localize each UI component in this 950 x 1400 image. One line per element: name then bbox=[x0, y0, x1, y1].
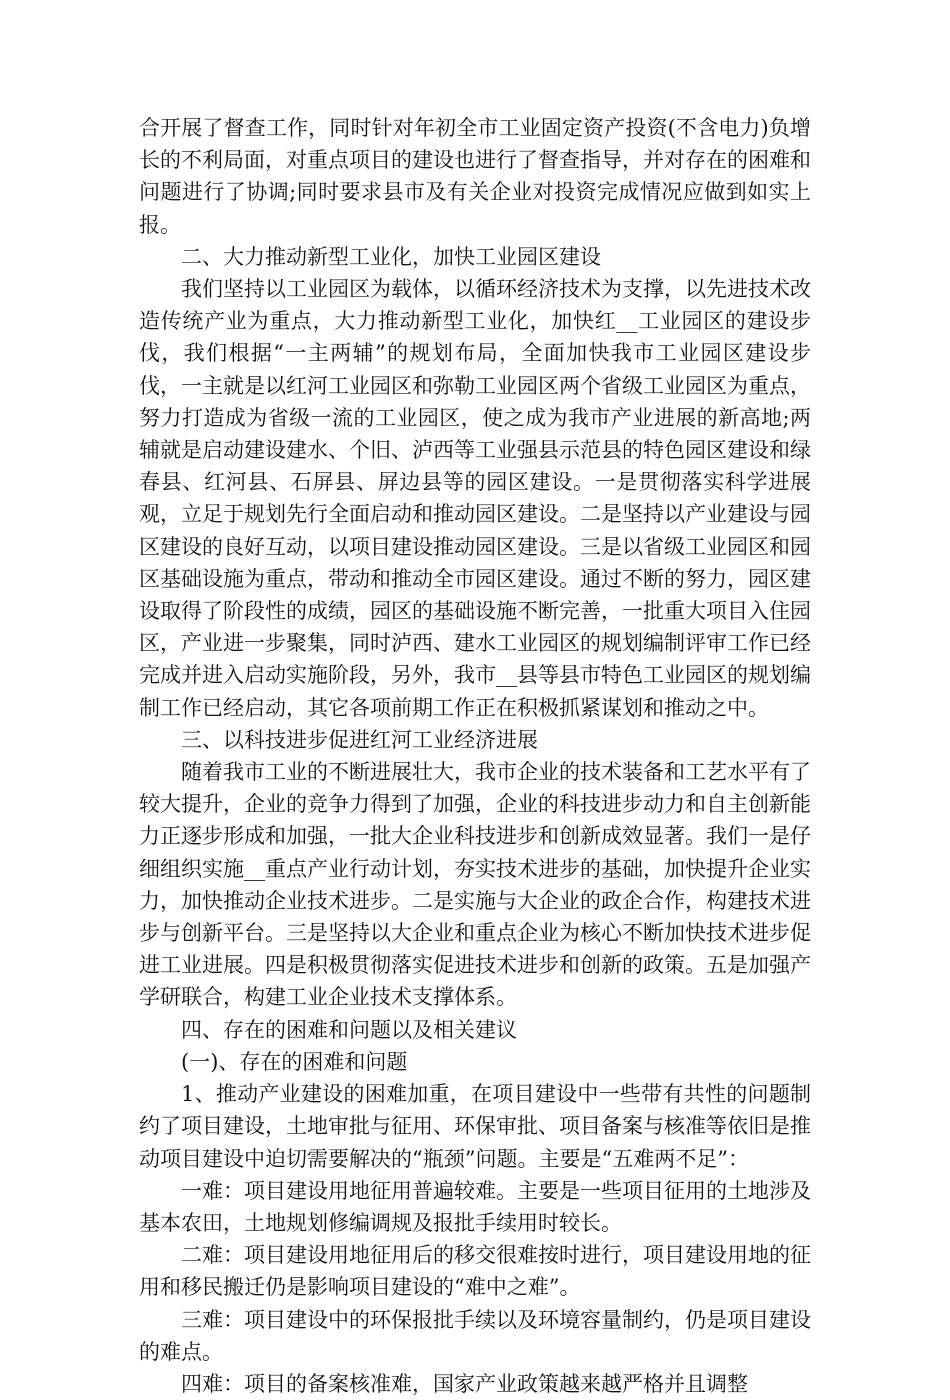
paragraph: 合开展了督查工作，同时针对年初全市工业固定资产投资(不含电力)负增长的不利局面，对重点项目的建设也进行了督查指导，并对存在的困难和问题进行了协调;同时要求县市及有关企业对投资完成情况应做到如实上报。 bbox=[139, 116, 811, 237]
section-heading: 三、以科技进步促进红河工业经济进展 bbox=[181, 727, 538, 752]
paragraph: 三难：项目建设中的环保报批手续以及环境容量制约，仍是项目建设的难点。 bbox=[139, 1307, 811, 1364]
paragraph: 四难：项目的备案核准难，国家产业政策越来越严格并且调整 bbox=[181, 1371, 748, 1396]
document-body bbox=[139, 112, 811, 1400]
section-heading: 四、存在的困难和问题以及相关建议 bbox=[181, 1017, 517, 1042]
paragraph: 我们坚持以工业园区为载体，以循环经济技术为支撑，以先进技术改造传统产业为重点，大力推动新型工业化，加快红__工业园区的建设步伐，我们根据“一主两辅”的规划布局，全面加快我市工业园区建设步伐，一主就是以红河工业园区和弥勒工业园区两个省级工业园区为重点，努力打造成为省级一流的工业园区，使之成为我市产业进展的新高地;两辅就是启动建设建水、个旧、泸西等工业强县示范县的特色园区建设和绿春县、红河县、石屏县、屏边县等的园区建设。一是贯彻落实科学进展观，立足于规划先行全面启动和推动园区建设。二是坚持以产业建设与园区建设的良好互动，以项目建设推动园区建设。三是以省级工业园区和园区基础设施为重点，带动和推动全市园区建设。通过不断的努力，园区建设取得了阶段性的成绩，园区的基础设施不断完善，一批重大项目入住园区，产业进一步聚集，同时泸西、建水工业园区的规划编制评审工作已经完成并进入启动实施阶段，另外，我市__县等县市特色工业园区的规划编制工作已经启动，其它各项前期工作正在积极抓紧谋划和推动之中。 bbox=[139, 277, 811, 720]
paragraph: 二难：项目建设用地征用后的移交很难按时进行，项目建设用地的征用和移民搬迁仍是影响项目建设的“难中之难”。 bbox=[139, 1243, 811, 1300]
paragraph: 1、推动产业建设的困难加重，在项目建设中一些带有共性的问题制约了项目建设，土地审批与征用、环保审批、项目备案与核准等依旧是推动项目建设中迫切需要解决的“瓶颈”问题。主要是“五难两不足”： bbox=[139, 1082, 811, 1171]
subsection-heading: (一)、存在的困难和问题 bbox=[181, 1049, 408, 1074]
paragraph: 一难：项目建设用地征用普遍较难。主要是一些项目征用的土地涉及基本农田，土地规划修编调规及报批手续用时较长。 bbox=[139, 1178, 811, 1235]
section-heading: 二、大力推动新型工业化，加快工业园区建设 bbox=[181, 244, 601, 269]
paragraph: 随着我市工业的不断进展壮大，我市企业的技术装备和工艺水平有了较大提升，企业的竞争力得到了加强，企业的科技进步动力和自主创新能力正逐步形成和加强，一批大企业科技进步和创新成效显著。我们一是仔细组织实施__重点产业行动计划，夯实技术进步的基础，加快提升企业实力，加快推动企业技术进步。二是实施与大企业的政企合作，构建技术进步与创新平台。三是坚持以大企业和重点企业为核心不断加快技术进步促进工业进展。四是积极贯彻落实促进技术进步和创新的政策。五是加强产学研联合，构建工业企业技术支撑体系。 bbox=[139, 760, 811, 1010]
